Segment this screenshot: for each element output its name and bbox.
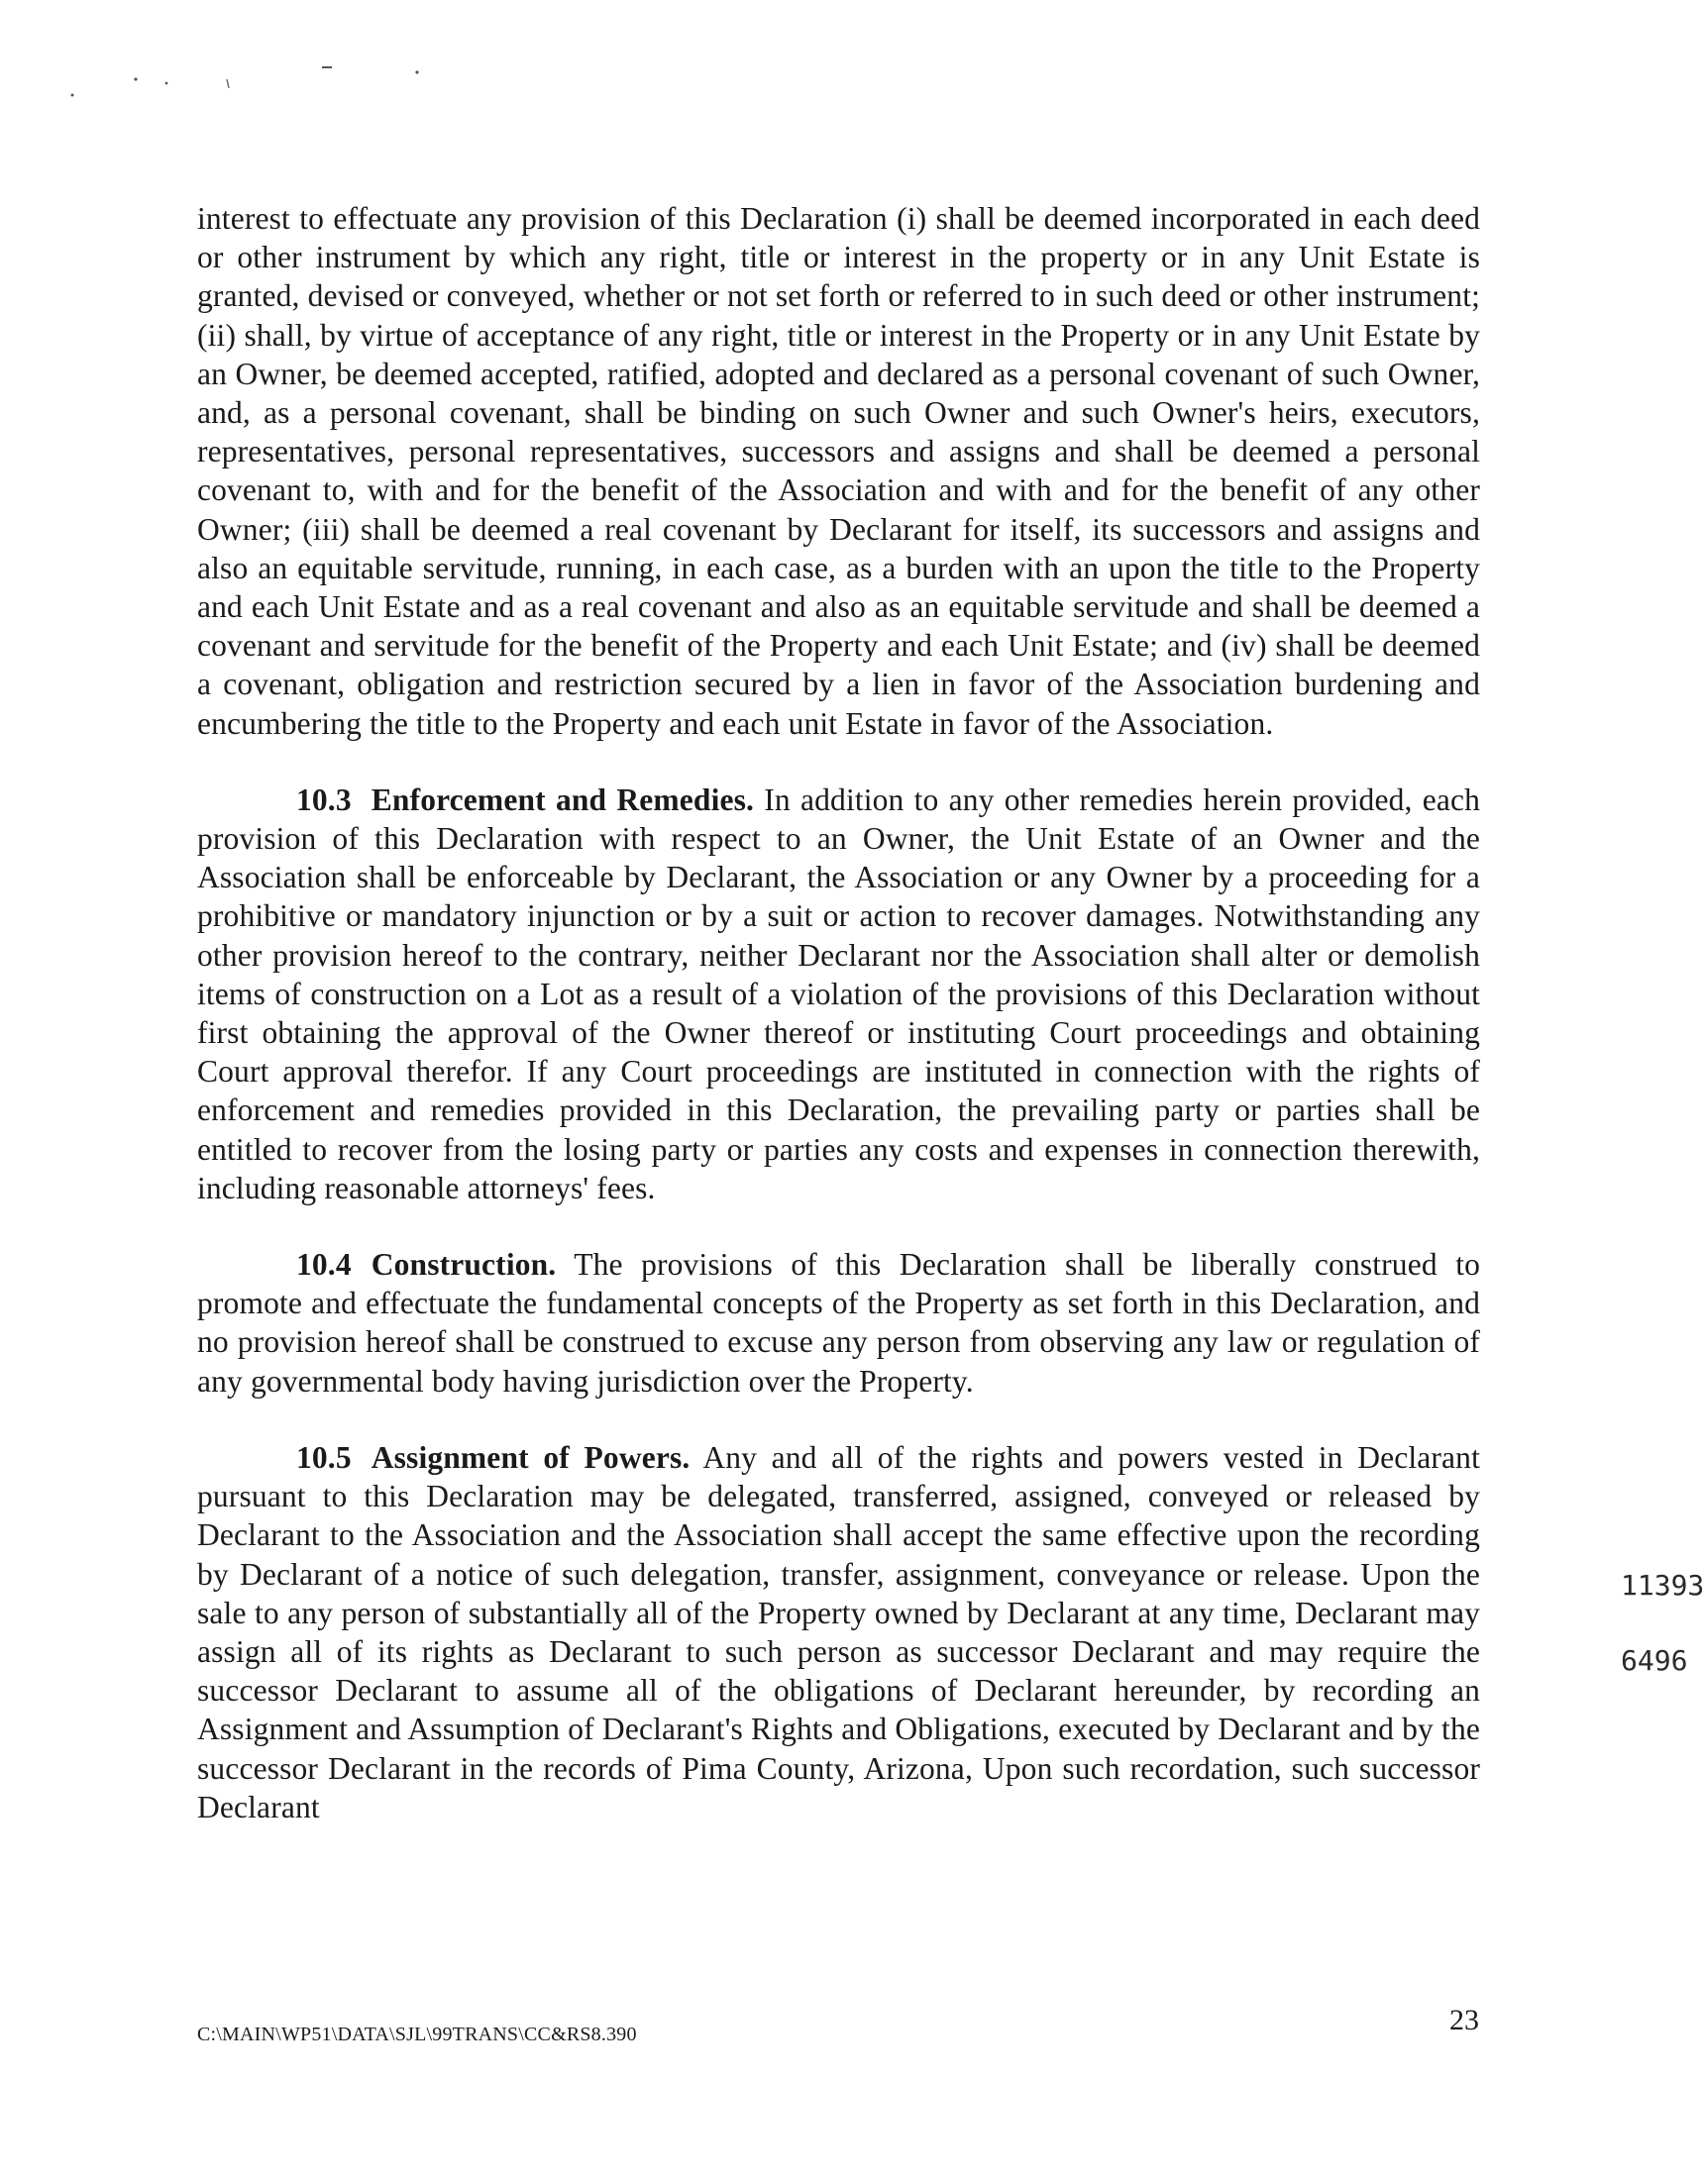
- scan-speck: [415, 70, 418, 73]
- opening-paragraph: interest to effectuate any provision of this Declaration (i) shall be deemed incorporated in each deed or other instrument by which any right, title or interest in the property or in any Unit Estate is granted, devised or conveyed, whether or not set forth or referred to in such deed or other instrument; (ii) shall, by virtue of acceptance of any right, title or interest in the Property or in any Unit Estate by an Owner, be deemed accepted, ratified, adopted and declared as a personal covenant of such Owner, and, as a personal covenant, shall be binding on such Owner and such Owner's heirs, executors, representatives, personal representatives, successors and assigns and shall be deemed a personal covenant to, with and for the benefit of the Association and with and for the benefit of any other Owner; (iii) shall be deemed a real covenant by Declarant for itself, its successors and assigns and also an equitable servitude, running, in each case, as a burden with an upon the title to the Property and each Unit Estate and as a real covenant and also as an equitable servitude and shall be deemed a covenant and servitude for the benefit of the Property and each Unit Estate; and (iv) shall be deemed a covenant, obligation and restriction secured by a lien in favor of the Association burdening and encumbering the title to the Property and each unit Estate in favor of the Association.: [197, 201, 1480, 741]
- section-number: 10.5: [296, 1439, 352, 1475]
- section-number: 10.3: [296, 781, 352, 817]
- section-10-5: [197, 1438, 1480, 1826]
- section-title: Assignment of Powers.: [371, 1439, 691, 1475]
- footer-file-path: C:\MAIN\WP51\DATA\SJL\99TRANS\CC&RS8.390: [197, 2024, 637, 2045]
- section-text: The provisions of this Declaration shall be liberally construed to promote and effectuate the fundamental concepts of the Property as set forth in this Declaration, and no provision hereof shall be construed to excuse any person from observing any law or regulation of any governmental body having jurisdiction over the Property.: [197, 1247, 1480, 1399]
- scan-speck: [71, 94, 74, 97]
- document-body: [197, 199, 1480, 1826]
- scan-specks: [0, 0, 1680, 198]
- section-10-4: [197, 1245, 1480, 1401]
- section-text: In addition to any other remedies herein provided, each provision of this Declaration with respect to an Owner, the Unit Estate of an Owner and the Association shall be enforceable by Declarant, the Association or any Owner by a proceeding for a prohibitive or mandatory injunction or by a suit or action to recover damages. Notwithstanding any other provision hereof to the contrary, neither Declarant nor the Association shall alter or demolish items of construction on a Lot as a result of a violation of the provisions of this Declaration without first obtaining the approval of the Owner thereof or instituting Court proceedings and obtaining Court approval therefor. If any Court proceedings are instituted in connection with the rights of enforcement and remedies provided in this Declaration, the prevailing party or parties shall be entitled to recover from the losing party or parties any costs and expenses in connection therewith, including reasonable attorneys' fees.: [197, 781, 1481, 1205]
- section-10-3: [197, 780, 1480, 1207]
- page-number: 23: [1449, 2004, 1479, 2036]
- section-number: 10.4: [296, 1247, 352, 1283]
- scan-speck: [165, 82, 168, 85]
- section-text: Any and all of the rights and powers vested in Declarant pursuant to this Declaration may be delegated, transferred, assigned, conveyed or released by Declarant to the Association and the Association shall accept the same effective upon the recording by Declarant of a notice of such delegation, transfer, assignment, conveyance or release. Upon the sale to any person of substantially all of the Property owned by Declarant at any time, Declarant may assign all of its rights as Declarant to such person as successor Declarant and may require the successor Declarant to assume all of the obligations of Declarant hereunder, by recording an Assignment and Assumption of Declarant's Rights and Obligations, executed by Declarant and by the successor Declarant in the records of Pima County, Arizona, Upon such recordation, such successor Declarant: [197, 1439, 1480, 1824]
- margin-recording-stamp: 11393 6496: [1621, 1569, 1704, 1677]
- section-title: Enforcement and Remedies.: [371, 781, 755, 817]
- section-title: Construction.: [371, 1247, 557, 1283]
- scan-speck: [227, 79, 229, 88]
- scan-speck: [134, 77, 137, 80]
